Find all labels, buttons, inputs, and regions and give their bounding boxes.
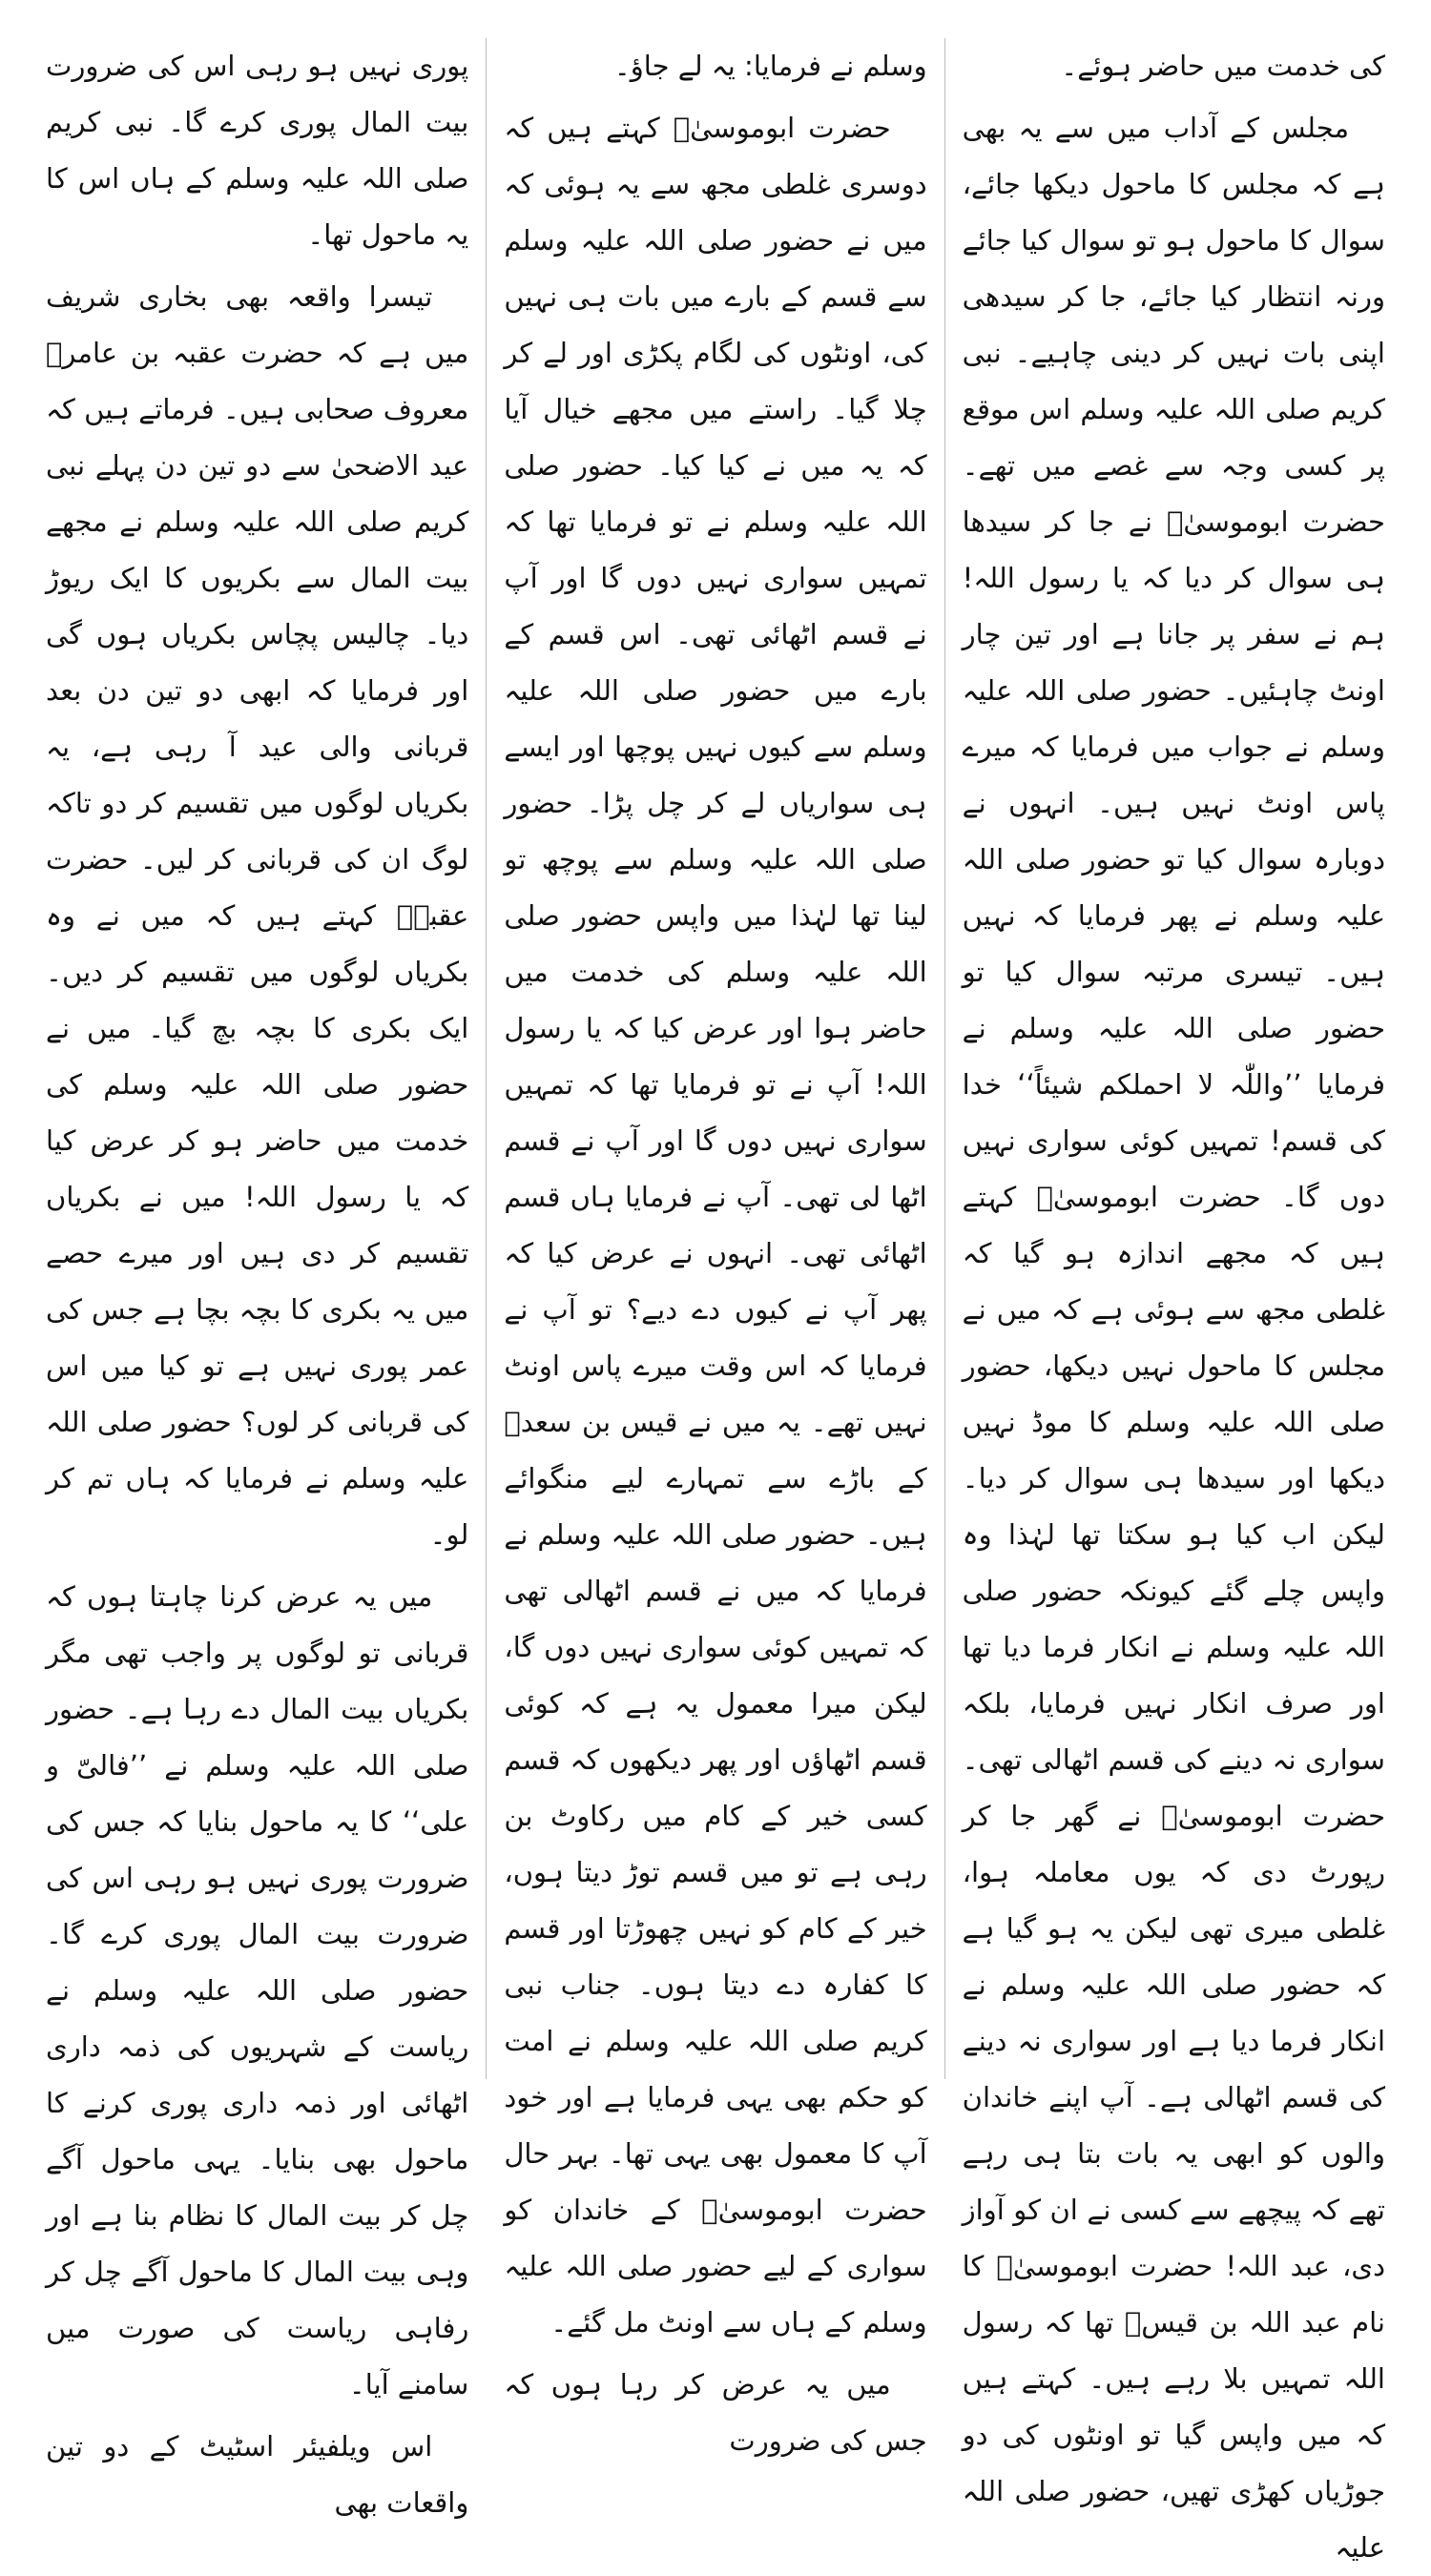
paragraph: میں یہ عرض کر رہا ہوں کہ جس کی ضرورت <box>504 2368 927 2457</box>
paragraph: حضرت ابوموسیٰؓ کہتے ہیں کہ دوسری غلطی مجھ سے یہ ہوئی کہ میں نے حضور صلی اللہ علیہ وسلم سے قسم کے بارے میں بات ہی نہیں کی، اونٹوں کی لگام پکڑی اور لے کر چلا گیا۔ راستے میں مجھے خیال آیا کہ یہ میں نے کیا کیا۔ حضور صلی اللہ علیہ وسلم نے تو فرمایا تھا کہ تمہیں سواری نہیں دوں گا اور آپ نے قسم اٹھائی تھی۔ اس قسم کے بارے میں حضور صلی اللہ علیہ وسلم سے کیوں نہیں پوچھا اور ایسے ہی سواریاں لے کر چل پڑا۔ حضور صلی اللہ علیہ وسلم سے پوچھ تو لینا تھا لہٰذا میں واپس حضور صلی اللہ علیہ وسلم کی خدمت میں حاضر ہوا اور عرض کیا کہ یا رسول اللہ! آپ نے تو فرمایا تھا کہ تمہیں سواری نہیں دوں گا اور آپ نے قسم اٹھا لی تھی۔ آپ نے فرمایا ہاں قسم اٹھائی تھی۔ انہوں نے عرض کیا کہ پھر آپ نے کیوں دے دیے؟ تو آپ نے فرمایا کہ اس وقت میرے پاس اونٹ نہیں تھے۔ یہ میں نے قیس بن سعدؓ کے باڑے سے تمہارے لیے منگوائے ہیں۔ حضور صلی اللہ علیہ وسلم نے فرمایا کہ میں نے قسم اٹھالی تھی کہ تمہیں کوئی سواری نہیں دوں گا، لیکن میرا معمول یہ ہے کہ کوئی قسم اٹھاؤں اور پھر دیکھوں کہ قسم کسی خیر کے کام میں رکاوٹ بن رہی ہے تو میں قسم توڑ دیتا ہوں، خیر کے کام کو نہیں چھوڑتا اور قسم کا کفارہ دے دیتا ہوں۔ جناب نبی کریم صلی اللہ علیہ وسلم نے امت کو حکم بھی یہی فرمایا ہے اور خود آپ کا معمول بھی یہی تھا۔ بہر حال حضرت ابوموسیٰؓ کے خاندان کو سواری کے لیے حضور صلی اللہ علیہ وسلم کے ہاں سے اونٹ مل گئے۔ <box>504 112 927 2339</box>
paragraph: پوری نہیں ہو رہی اس کی ضرورت بیت المال پوری کرے گا۔ نبی کریم صلی اللہ علیہ وسلم کے ہاں اس کا یہ ماحول تھا۔ <box>46 50 469 251</box>
column-right <box>944 38 1402 2564</box>
paragraph: اس ویلفیئر اسٹیٹ کے دو تین واقعات بھی <box>46 2430 469 2519</box>
paragraph: وسلم نے فرمایا: یہ لے جاؤ۔ <box>613 50 927 82</box>
paragraph: میں یہ عرض کرنا چاہتا ہوں کہ قربانی تو لوگوں پر واجب تھی مگر بکریاں بیت المال دے رہا ہے۔ حضور صلی اللہ علیہ وسلم نے ’’فالیّ و علی‘‘ کا یہ ماحول بنایا کہ جس کی ضرورت پوری نہیں ہو رہی اس کی ضرورت بیت المال پوری کرے گا۔ حضور صلی اللہ علیہ وسلم نے ریاست کے شہریوں کی ذمہ داری اٹھائی اور ذمہ داری پوری کرنے کا ماحول بھی بنایا۔ یہی ماحول آگے چل کر بیت المال کا نظام بنا ہے اور وہی بیت المال کا ماحول آگے چل کر رفاہی ریاست کی صورت میں سامنے آیا۔ <box>46 1580 469 2401</box>
paragraph: کی خدمت میں حاضر ہوئے۔ <box>1061 50 1385 82</box>
paragraph: تیسرا واقعہ بھی بخاری شریف میں ہے کہ حضرت عقبہ بن عامرؓ معروف صحابی ہیں۔ فرماتے ہیں کہ عید الاضحیٰ سے دو تین دن پہلے نبی کریم صلی اللہ علیہ وسلم نے مجھے بیت المال سے بکریوں کا ایک ریوڑ دیا۔ چالیس پچاس بکریاں ہوں گی اور فرمایا کہ ابھی دو تین دن بعد قربانی والی عید آ رہی ہے، یہ بکریاں لوگوں میں تقسیم کر دو تاکہ لوگ ان کی قربانی کر لیں۔ حضرت عقبہؓ کہتے ہیں کہ میں نے وہ بکریاں لوگوں میں تقسیم کر دیں۔ ایک بکری کا بچہ بچ گیا۔ میں نے حضور صلی اللہ علیہ وسلم کی خدمت میں حاضر ہو کر عرض کیا کہ یا رسول اللہ! میں نے بکریاں تقسیم کر دی ہیں اور میرے حصے میں یہ بکری کا بچہ بچا ہے جس کی عمر پوری نہیں ہے تو کیا میں اس کی قربانی کر لوں؟ حضور صلی اللہ علیہ وسلم نے فرمایا کہ ہاں تم کر لو۔ <box>46 280 469 1551</box>
paragraph: مجلس کے آداب میں سے یہ بھی ہے کہ مجلس کا ماحول دیکھا جائے، سوال کا ماحول ہو تو سوال کیا جائے ورنہ انتظار کیا جائے، جا کر سیدھی اپنی بات نہیں کر دینی چاہیے۔ نبی کریم صلی اللہ علیہ وسلم اس موقع پر کسی وجہ سے غصے میں تھے۔ حضرت ابوموسیٰؓ نے جا کر سیدھا ہی سوال کر دیا کہ یا رسول اللہ! ہم نے سفر پر جانا ہے اور تین چار اونٹ چاہئیں۔ حضور صلی اللہ علیہ وسلم نے جواب میں فرمایا کہ میرے پاس اونٹ نہیں ہیں۔ انہوں نے دوبارہ سوال کیا تو حضور صلی اللہ علیہ وسلم نے پھر فرمایا کہ نہیں ہیں۔ تیسری مرتبہ سوال کیا تو حضور صلی اللہ علیہ وسلم نے فرمایا ’’واللّٰہ لا احملکم شیئاً‘‘ خدا کی قسم! تمہیں کوئی سواری نہیں دوں گا۔ حضرت ابوموسیٰؓ کہتے ہیں کہ مجھے اندازہ ہو گیا کہ غلطی مجھ سے ہوئی ہے کہ میں نے مجلس کا ماحول نہیں دیکھا، حضور صلی اللہ علیہ وسلم کا موڈ نہیں دیکھا اور سیدھا ہی سوال کر دیا۔ لیکن اب کیا ہو سکتا تھا لہٰذا وہ واپس چلے گئے کیونکہ حضور صلی اللہ علیہ وسلم نے انکار فرما دیا تھا اور صرف انکار نہیں فرمایا، بلکہ سواری نہ دینے کی قسم اٹھالی تھی۔ حضرت ابوموسیٰؓ نے گھر جا کر رپورٹ دی کہ یوں معاملہ ہوا، غلطی میری تھی لیکن یہ ہو گیا ہے کہ حضور صلی اللہ علیہ وسلم نے انکار فرما دیا ہے اور سواری نہ دینے کی قسم اٹھالی ہے۔ آپ اپنے خاندان والوں کو ابھی یہ بات بتا ہی رہے تھے کہ پیچھے سے کسی نے ان کو آواز دی، عبد اللہ! حضرت ابوموسیٰؓ کا نام عبد اللہ بن قیسؓ تھا کہ رسول اللہ تمہیں بلا رہے ہیں۔ کہتے ہیں کہ میں واپس گیا تو اونٹوں کی دو جوڑیاں کھڑی تھیں، حضور صلی اللہ علیہ <box>962 112 1385 2564</box>
column-left <box>29 38 486 2519</box>
column-middle <box>486 38 944 2457</box>
